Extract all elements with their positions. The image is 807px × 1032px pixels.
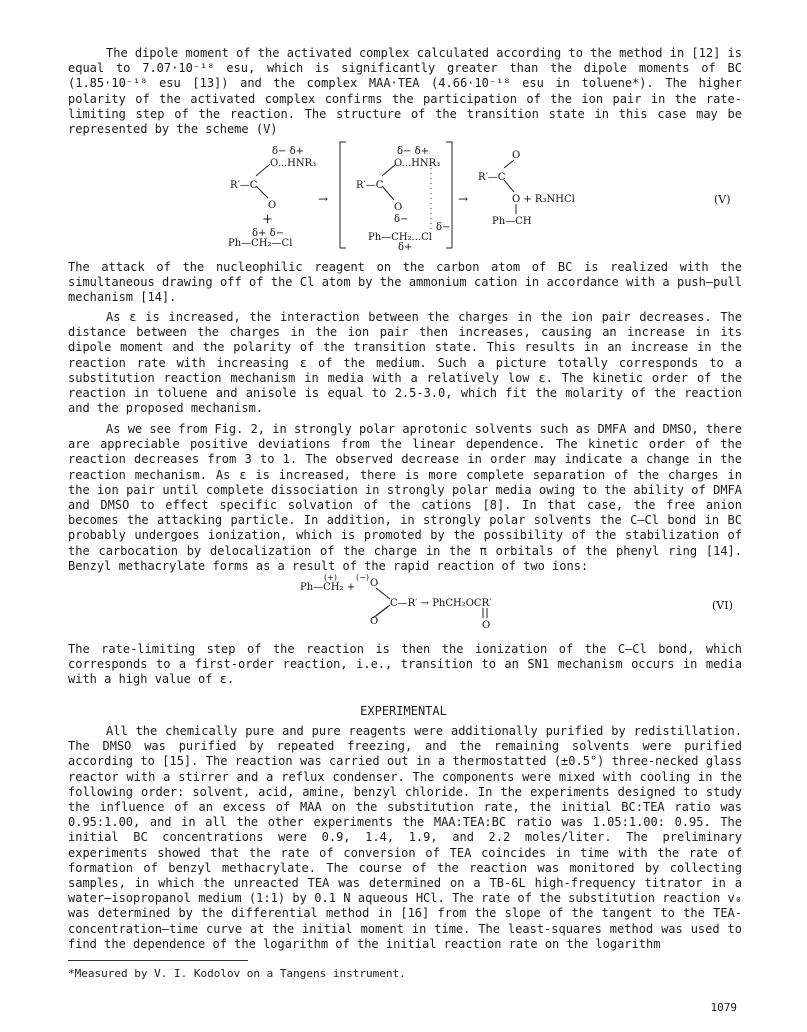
scheme-vi-bonds [0,570,807,630]
product-o-r3nhcl: O + R₃NHCl [512,194,575,205]
ts-rc: R′—C [356,180,384,191]
arrow-2: → [458,192,469,206]
page-number: 1079 [710,1001,737,1014]
reactant-charges: δ− δ+ [272,146,304,157]
scheme-vi-label: (VI) [712,599,733,612]
paragraph-epsilon-increase: As ε is increased, the interaction between the charges in the ion pair decreases. The distance between the charges in the ion pair then increases, causing an increase in its dipole moment and the polarity of the transition state. This results in an increase in the reaction rate with increasing ε of the medium. Such a picture totally corresponds to a substitution reaction mechanism in media with a relatively low ε. The kinetic order of the reaction in toluene and anisole is equal to 2.5-3.0, which fit the molarity of the reaction and the proposed mechanism. [68,310,750,416]
methacrylate-product: C—R′ → PhCH₂OCR′ [390,598,492,609]
oxygen-top: O [370,578,379,589]
paragraph-nucleophilic-attack: The attack of the nucleophilic reagent on the carbon atom of BC is realized with the simultaneous drawing off of the Cl atom by the ammonium cation in accordance with a push–pull mechanism [14]. [68,260,750,305]
oxygen-bottom: O [370,616,379,627]
ts-delta-minus-cl: δ− [436,222,451,233]
scheme-v-bonds [0,140,807,252]
paragraph-dipole-moment: The dipole moment of the activated complex calculated according to the method in [12] is equal to 7.07·10⁻¹⁸ esu, which is significantly greater than the dipole moments of BC (1.85·10⁻¹⁸ esu [13]) and the complex MAA·TEA (4.66·10⁻¹⁸ esu in toluene*). The higher polarity of the activated complex confirms the participation of the ion pair in the rate-limiting step of the reaction. The structure of the transition state in this case may be represented by the scheme (V) [68,46,750,137]
reaction-scheme-v [0,140,807,252]
product-ph-ch: Ph—CH [492,216,532,227]
oxygen-carbonyl: O [482,620,491,631]
reactant-plus: + [262,212,273,227]
paragraph-polar-solvents: As we see from Fig. 2, in strongly polar aprotonic solvents such as DMFA and DMSO, there are appreciable positive deviations from the linear dependence. The kinetic order of the reaction decreases from 3 to 1. The observed decrease in order may indicate a change in the reaction mechanism. As ε is increased, there is more complete separation of the charges in the ion pair until complete dissociation in strongly polar media owing to the ability of DMFA and DMSO to effect specific solvation of the cations [8]. In that case, the free anion becomes the attacking particle. In addition, in strongly polar solvents the C–Cl bond in BC probably undergoes ionization, which is promoted by the possibility of the stabilization of the carbocation by delocalization of the charge in the π orbitals of the phenyl ring [14]. Benzyl methacrylate forms as a result of the rapid reaction of two ions: [68,422,750,573]
paragraph-rate-limiting: The rate-limiting step of the reaction is then the ionization of the C–Cl bond, which corresponds to a first-order reaction, i.e., transition to an SN1 mechanism occurs in media with a high value of ε. [68,642,750,687]
ts-o: O [394,202,403,213]
reactant-o: O [268,200,277,211]
reactant-o-hnr3: O...HNR₃ [270,158,317,169]
scheme-v-label: (V) [714,193,731,206]
product-o: O [512,150,521,161]
plus-charge: (+) [324,573,337,582]
product-rc: R′—C [478,172,506,183]
minus-charge: (−) [356,573,369,582]
ts-delta-plus: δ+ [398,242,413,253]
benzyl-cation: Ph—CH₂ + [300,582,356,593]
section-heading-experimental: EXPERIMENTAL [360,704,447,718]
bc-charges: δ+ δ− [252,228,284,239]
arrow-1: → [318,192,329,206]
ts-charges: δ− δ+ [397,146,429,157]
reaction-scheme-vi [0,570,807,630]
ts-benzyl: Ph—CH₂...Cl [368,232,432,243]
footnote-rule [68,960,248,961]
paragraph-experimental: All the chemically pure and pure reagents were additionally purified by redistillation. The DMSO was purified by repeated freezing, and the remaining solvents were purified according to [15]. The reaction was carried out in a thermostatted (±0.5°) three-necked glass reactor with a stirrer and a reflux condenser. The components were mixed with cooling in the following order: solvent, acid, amine, benzyl chloride. In the experiments designed to study the influence of an excess of MAA on the substitution rate, the initial BC:TEA ratio was 0.95:1.00, and in all the other experiments the MAA:TEA:BC ratio was 1.05:1.00: 0.95. The initial BC concentrations were 0.9, 1.4, 1.9, and 2.2 moles/liter. The preliminary experiments showed that the rate of conversion of TEA coincides in time with the rate of formation of benzyl methacrylate. The course of the reaction was monitored by collecting samples, in which the unreacted TEA was determined on a TB-6L high-frequency titrator in a water–isopropanol medium (1:1) by 0.1 N aqueous HCl. The rate of the substitution reaction v₀ was determined by the differential method in [16] from the slope of the tangent to the TEA-concentration–time curve at the initial moment in time. The least-squares method was used to find the dependence of the logarithm of the initial reaction rate on the logarithm [68,724,750,951]
ts-o-hnr3: O...HNR₃ [394,158,441,169]
footnote: *Measured by V. I. Kodolov on a Tangens instrument. [68,967,406,980]
ts-delta-minus: δ− [394,214,409,225]
benzyl-chloride: Ph—CH₂—Cl [228,238,293,249]
reactant-rc: R′—C [230,180,258,191]
